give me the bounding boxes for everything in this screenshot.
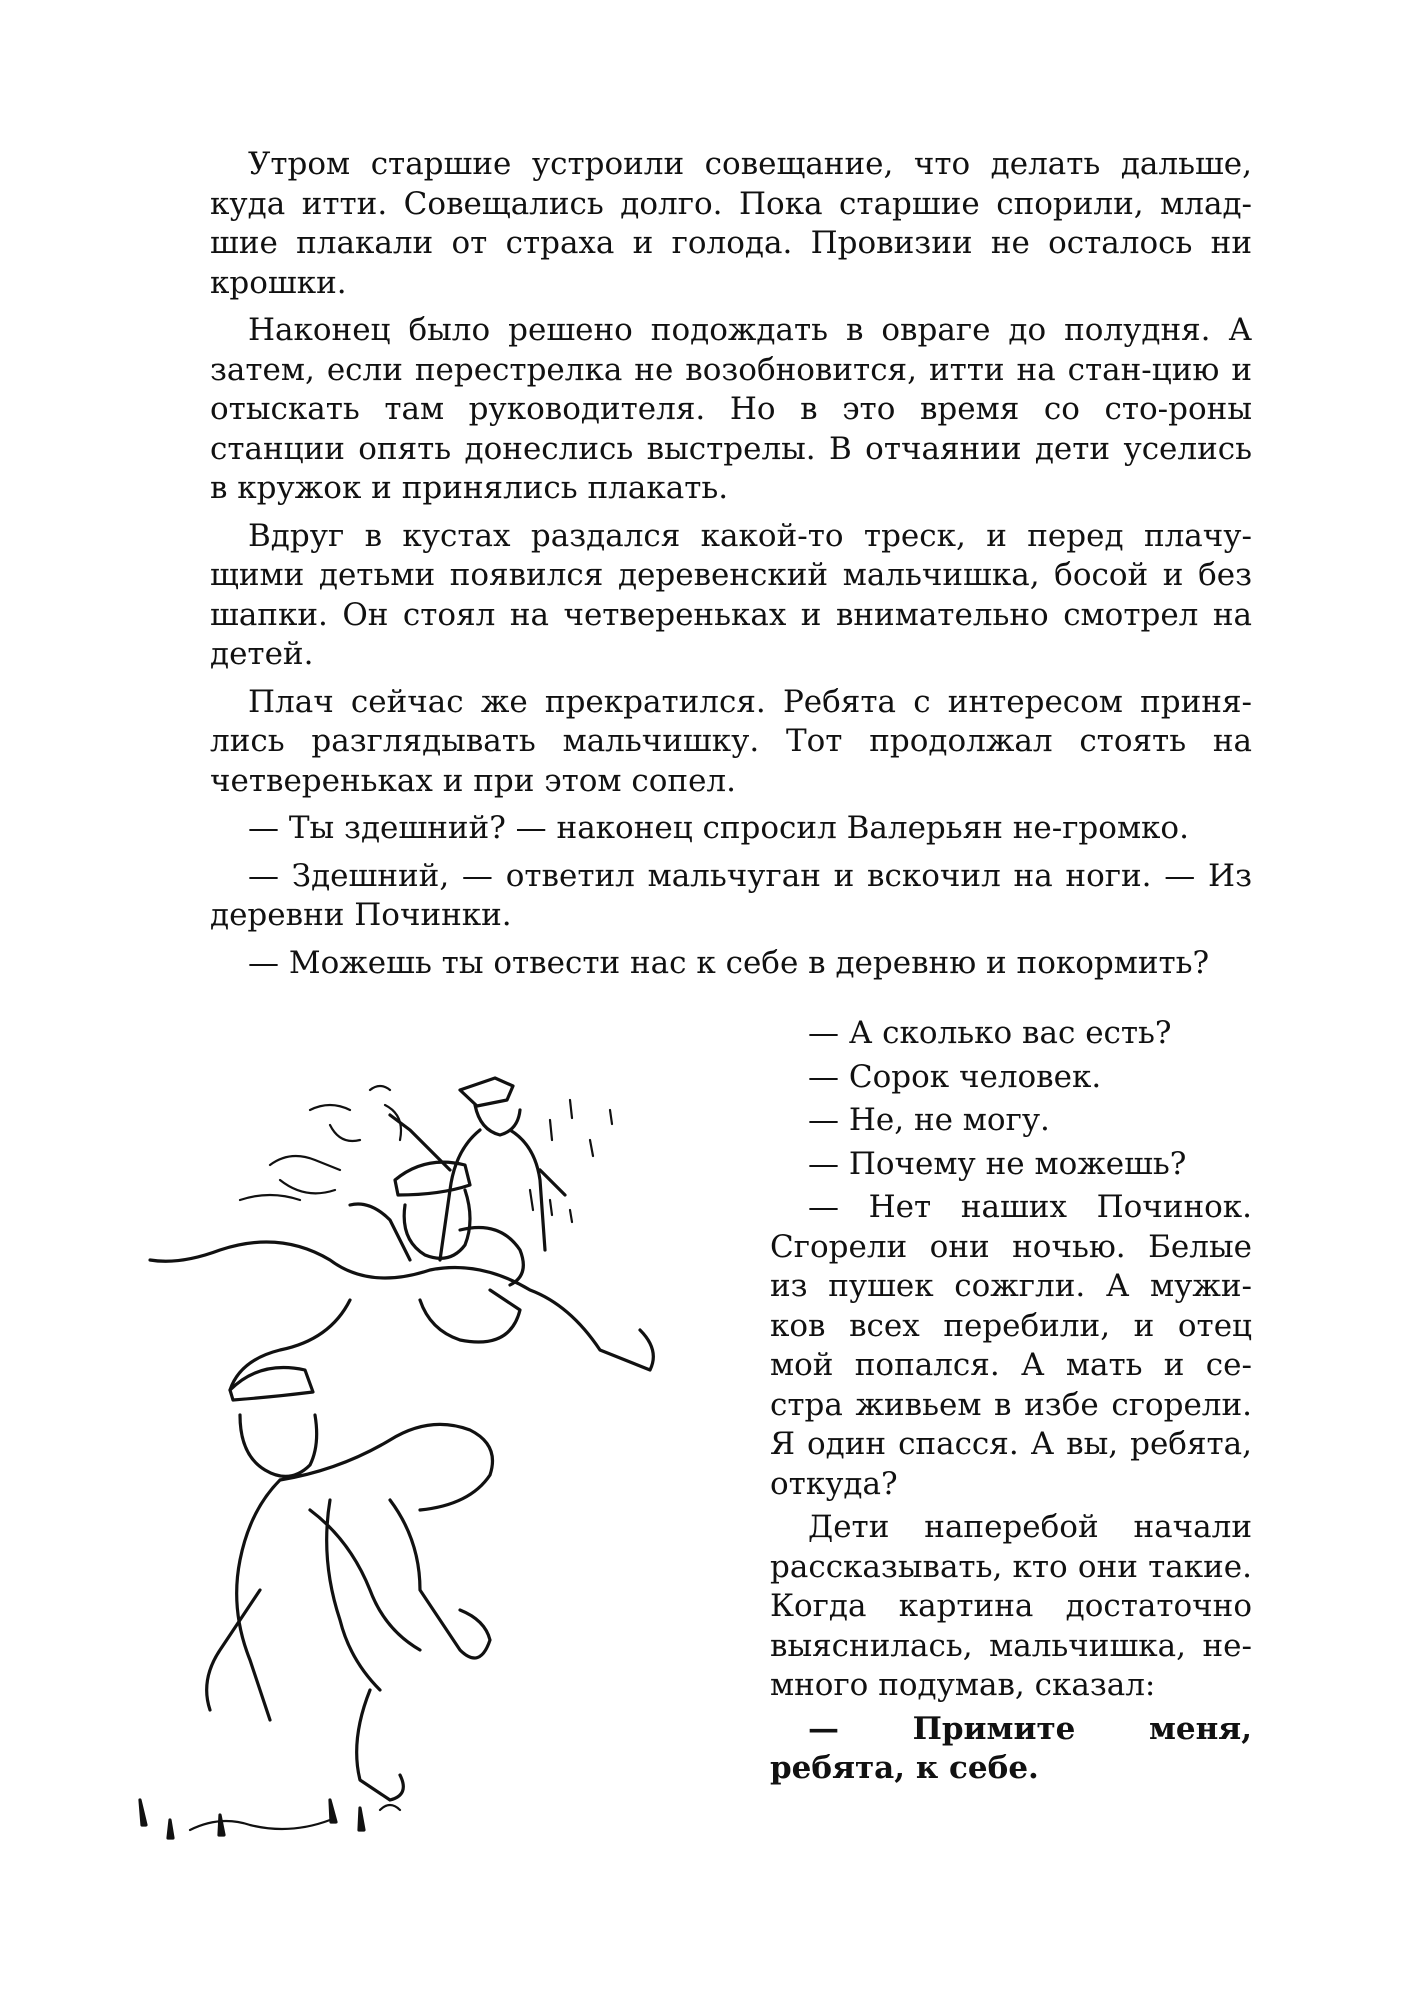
soldier-top <box>150 1162 653 1390</box>
soldier-top-arm <box>350 1204 523 1285</box>
paragraph: Утром старшие устроили совещание, что делать дальше, куда итти. Совещались долго. Пока старшие спорили, млад-шие плакали от страха и голода. Провизии не осталось ни крошки. <box>210 146 1252 301</box>
background-figure <box>310 1086 401 1141</box>
side-text-block <box>770 1014 1252 1793</box>
dialogue-line: — Примите меня, ребята, к себе. <box>770 1710 1252 1786</box>
dialogue-line: — Почему не можешь? <box>808 1145 1187 1182</box>
dialogue-line: — Здешний, — ответил мальчуган и вскочил на ноги. — Из деревни Починки. <box>210 857 1252 933</box>
dialogue-line: — Не, не могу. <box>808 1102 1050 1138</box>
paragraph: Вдруг в кустах раздался какой-то треск, и перед плачу-щими детьми появился деревенский мальчишка, босой и без шапки. Он стоял на четвереньках и внимательно смотрел на детей. <box>210 517 1252 672</box>
paragraph: Дети наперебой начали рассказывать, кто они такие. Когда картина достаточно выяснилась, мальчишка, не-много подумав, сказал: <box>770 1509 1252 1703</box>
main-text-block <box>210 145 1252 991</box>
running-soldiers-illustration <box>130 1030 760 1860</box>
paragraph: Наконец было решено подождать в овраге до полудня. А затем, если перестрелка не возобновится, итти на стан-цию и отыскать там руководителя. Но в это время со сто-роны станции опять донеслись выстрелы. В отчаянии дети уселись в кружок и принялись плакать. <box>210 312 1252 506</box>
dialogue-line: — Ты здешний? — наконец спросил Валерьян не-громко. <box>248 810 1189 846</box>
dialogue-line: — Можешь ты отвести нас к себе в деревню и покормить? <box>248 944 1210 981</box>
dialogue-line: — Сорок человек. <box>808 1058 1102 1095</box>
dialogue-line: — Нет наших Починок. Сгорели они ночью. Белые из пушек сожгли. А мужи-ков всех перебили, и отец мой попался. А мать и се-стра живьем в избе сгорели. Я один спасся. А вы, ребята, откуда? <box>770 1189 1252 1502</box>
officer-figure <box>390 1078 565 1260</box>
paragraph: Плач сейчас же прекратился. Ребята с интересом приня-лись разглядывать мальчишку. Тот продолжал стоять на четвереньках и при этом сопел. <box>210 683 1252 799</box>
background-figure <box>240 1156 340 1200</box>
dialogue-line: — А сколько вас есть? <box>808 1015 1172 1051</box>
illustration-drawing <box>130 1030 760 1860</box>
soldier-bottom-coat <box>207 1500 420 1800</box>
